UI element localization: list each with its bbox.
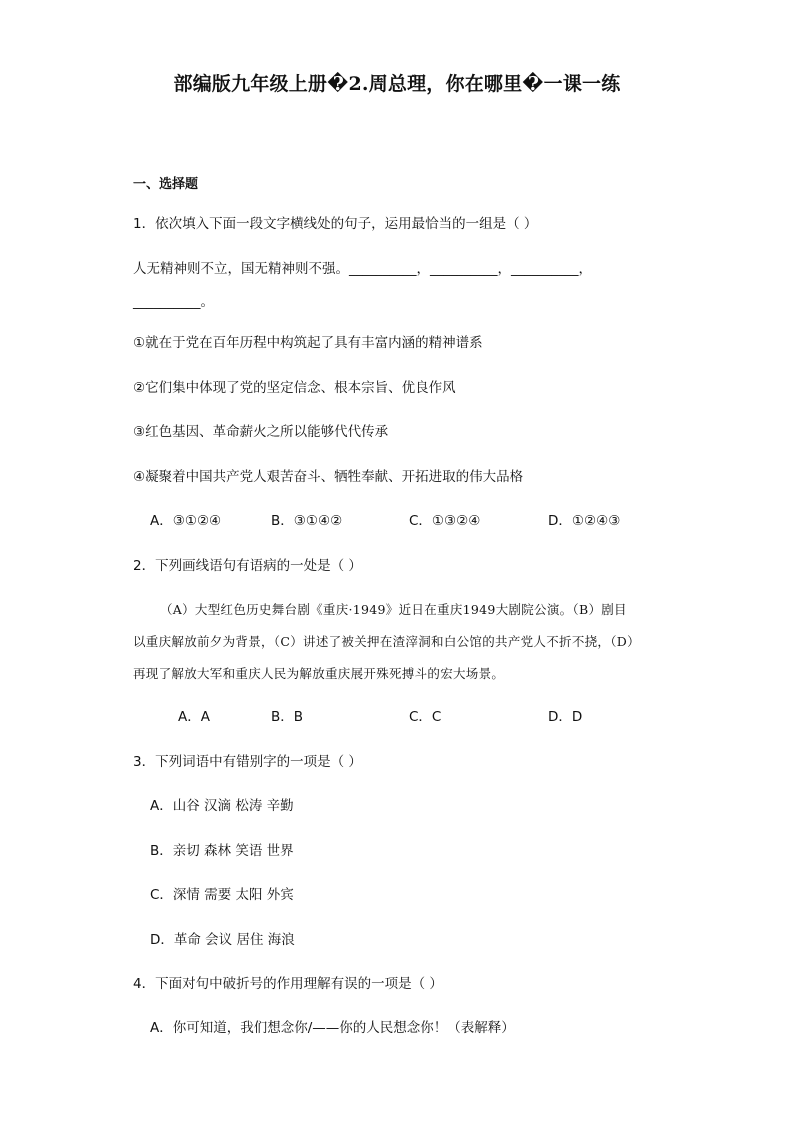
question-2-option-a: A．A	[178, 709, 210, 725]
question-1-text-line-2: __________。	[133, 294, 214, 310]
section-heading: 一、选择题	[133, 177, 199, 192]
question-3-option-d: D．革命 会议 居住 海浪	[150, 932, 295, 948]
question-1-item-3: ③红色基因、革命薪火之所以能够代代传承	[133, 424, 389, 440]
question-3-option-a: A．山谷 汉滴 松涛 辛勤	[150, 798, 294, 814]
question-2-option-b: B．B	[271, 709, 304, 725]
question-3-option-b: B．亲切 森林 笑语 世界	[150, 843, 294, 859]
question-4-option-a: A．你可知道，我们想念你/——你的人民想念你！（表解释）	[150, 1020, 515, 1036]
question-2-passage-line-2: 以重庆解放前夕为背景，（C）讲述了被关押在渣滓洞和白公馆的共产党人不折不挠，（D）	[133, 634, 640, 649]
question-1-text-line-1: 人无精神则不立，国无精神则不强。__________，__________，__________，	[133, 261, 592, 277]
question-1-option-d: D．①②④③	[548, 513, 621, 529]
question-2-option-c: C．C	[409, 709, 442, 725]
question-1-option-c: C．①③②④	[409, 513, 481, 529]
question-4-stem: 4．下面对句中破折号的作用理解有误的一项是（ ）	[133, 976, 443, 992]
question-2-passage-line-3: 再现了解放大军和重庆人民为解放重庆展开殊死搏斗的宏大场景。	[133, 666, 505, 681]
question-2-stem: 2．下列画线语句有语病的一处是（ ）	[133, 558, 362, 574]
question-2-option-d: D．D	[548, 709, 583, 725]
question-2-passage-line-1: （A）大型红色历史舞台剧《重庆·1949》近日在重庆1949大剧院公演。（B）剧目	[160, 602, 627, 617]
question-1-option-b: B．③①④②	[271, 513, 343, 529]
question-3-option-c: C．深情 需要 太阳 外宾	[150, 887, 294, 903]
page-title: 部编版九年级上册�2.周总理，你在哪里�一课一练	[173, 73, 621, 95]
question-1-option-a: A．③①②④	[150, 513, 222, 529]
question-1-item-1: ①就在于党在百年历程中构筑起了具有丰富内涵的精神谱系	[133, 335, 483, 351]
question-1-item-4: ④凝聚着中国共产党人艰苦奋斗、牺牲奉献、开拓进取的伟大品格	[133, 469, 524, 485]
question-1-item-2: ②它们集中体现了党的坚定信念、根本宗旨、优良作风	[133, 380, 456, 396]
question-3-stem: 3．下列词语中有错别字的一项是（ ）	[133, 754, 362, 770]
question-1-stem: 1．依次填入下面一段文字横线处的句子，运用最恰当的一组是（ ）	[133, 216, 538, 232]
